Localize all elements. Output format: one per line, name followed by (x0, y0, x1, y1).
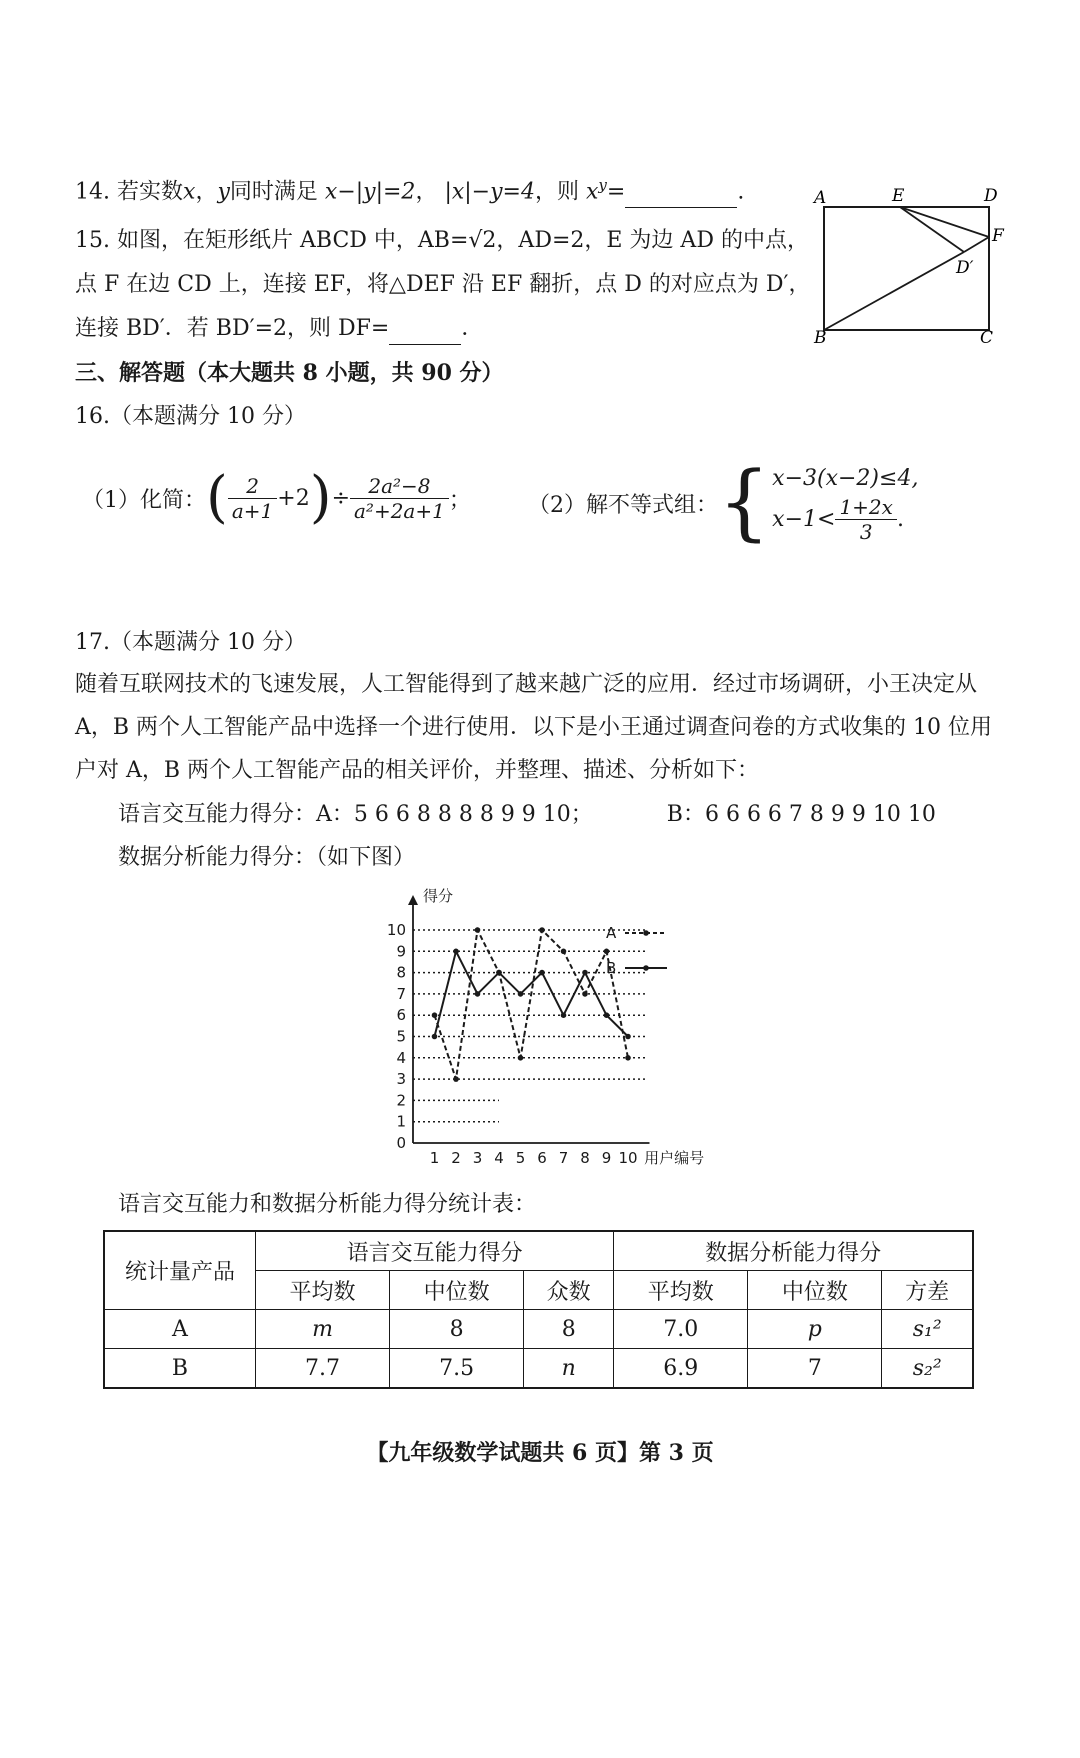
table-header-row-1 (104, 1231, 973, 1271)
legend-label: B (606, 959, 617, 977)
y-tick-label: 10 (386, 921, 406, 939)
q16-ineq1: x−3(x−2)≤4, (772, 465, 919, 491)
series-point-b (496, 970, 502, 976)
y-tick-label: 0 (396, 1134, 406, 1152)
series-point-b (625, 1034, 631, 1040)
y-tick-label: 5 (396, 1027, 406, 1046)
x-tick-label: 3 (472, 1149, 483, 1167)
x-tick-label: 8 (580, 1149, 590, 1167)
label-f: F (992, 226, 1004, 246)
q16-header: 16.（本题满分 10 分） (75, 404, 306, 429)
table-subheader: 众数 (524, 1271, 614, 1310)
table-cell: 7.0 (614, 1310, 748, 1349)
series-point-a (539, 927, 545, 933)
series-point-a (518, 1055, 524, 1061)
table-cell: n (524, 1349, 614, 1389)
series-point-b (475, 991, 481, 997)
y-tick-label: 7 (396, 984, 406, 1003)
series-point-a (432, 1012, 438, 1018)
series-point-b (518, 991, 524, 997)
y-tick-label: 3 (396, 1070, 406, 1089)
q15-line3 (75, 314, 483, 345)
y-tick-label: 4 (396, 1048, 406, 1067)
label-e: E (892, 186, 905, 206)
system-brace: { (718, 455, 771, 550)
series-point-b (432, 1034, 438, 1040)
q15-answer-blank (389, 314, 461, 345)
q16-ineq2-end: . (896, 506, 904, 532)
legend-label: A (606, 924, 617, 942)
series-point-b (561, 1012, 567, 1018)
q16-part1-label: （1）化简： (82, 487, 206, 513)
q14-comma: ， (415, 179, 438, 205)
q14-sep: ， (195, 179, 218, 205)
x-tick-label: 6 (537, 1149, 547, 1167)
q14-power-exp: y (598, 176, 607, 194)
x-tick-label: 1 (429, 1149, 440, 1167)
label-a: A (814, 188, 827, 208)
q17-lang-a: 语言交互能力得分：A：5 6 6 8 8 8 8 9 9 10； (118, 802, 593, 827)
section-3-title: 三、解答题（本大题共 8 小题，共 90 分） (75, 360, 504, 386)
table-corner: 统计量产品 (104, 1231, 256, 1310)
q15-line2 (75, 270, 810, 300)
segment-ed-prime (900, 207, 964, 252)
q16-part2-label: （2）解不等式组： (528, 492, 718, 518)
series-point-b (582, 970, 588, 976)
y-tick-label: 1 (396, 1112, 406, 1131)
q17-para-line2: A，B 两个人工智能产品中选择一个进行使用．以下是小王通过调查问卷的方式收集的 10 位用 (75, 715, 993, 740)
q14-eq1: x−|y|=2 (324, 179, 416, 205)
q16-div: ÷ (331, 485, 350, 511)
q17-header: 17.（本题满分 10 分） (75, 630, 306, 655)
x-tick-label: 10 (618, 1149, 638, 1167)
q14-number: 14. (75, 179, 110, 205)
segment-bd-prime (824, 252, 964, 330)
q16-part1 (82, 465, 471, 530)
stats-table (103, 1230, 974, 1389)
q16-frac2 (350, 474, 449, 523)
q14-eq2: |x|−y=4 (444, 179, 535, 205)
table-subheader: 中位数 (390, 1271, 524, 1310)
q16-ineq2-den: 3 (859, 519, 873, 544)
q14-power: x (586, 179, 599, 205)
x-tick-label: 5 (515, 1149, 526, 1167)
q16-frac2-num: 2a²−8 (350, 474, 449, 499)
q16-frac1-den: a+1 (231, 498, 274, 523)
table-cell: 6.9 (614, 1349, 748, 1389)
q16-ineq2-num: 1+2x (835, 495, 897, 520)
table-cell: m (256, 1310, 390, 1349)
table-group-data: 数据分析能力得分 (614, 1231, 973, 1271)
legend-marker-a (643, 930, 649, 936)
q15-line1 (75, 226, 809, 256)
q17-lang-scores (118, 800, 936, 830)
table-row (104, 1310, 973, 1349)
series-point-a (475, 927, 481, 933)
q15-period: ． (461, 316, 484, 341)
y-axis-label: 得分 (423, 887, 454, 905)
y-tick-label: 6 (396, 1006, 406, 1025)
q14-equals: = (606, 179, 626, 205)
data-analysis-chart (370, 885, 750, 1175)
q14-text-b: 同时满足 (229, 179, 318, 205)
x-tick-label: 4 (494, 1149, 504, 1167)
table-subheader: 方差 (882, 1271, 973, 1310)
q15-number: 15. (75, 228, 110, 253)
q16-ineq2 (772, 495, 918, 544)
x-tick-label: 7 (558, 1149, 569, 1167)
series-point-b (539, 970, 545, 976)
table-cell: 8 (524, 1310, 614, 1349)
q16-frac1-num: 2 (228, 474, 277, 499)
table-cell: s₁² (882, 1310, 973, 1349)
table-cell: 7.7 (256, 1349, 390, 1389)
right-paren: ) (309, 465, 332, 530)
q16-plus2: +2 (277, 485, 310, 511)
q15-text-3: 连接 BD′．若 BD′=2，则 DF= (75, 316, 390, 341)
legend-marker-b (643, 965, 649, 971)
x-tick-label: 2 (451, 1149, 461, 1167)
y-axis-arrow (408, 895, 418, 905)
q16-part2 (528, 455, 919, 550)
series-point-a (561, 949, 567, 955)
y-tick-label: 2 (396, 1091, 406, 1110)
x-tick-label: 9 (601, 1149, 612, 1167)
page-footer: 【九年级数学试题共 6 页】第 3 页 (366, 1440, 714, 1466)
series-point-a (453, 1076, 459, 1082)
q14-var-x: x (183, 179, 196, 205)
q14-text-c: ，则 (534, 179, 579, 205)
y-tick-label: 8 (396, 963, 406, 982)
q15-text-1: 如图，在矩形纸片 ABCD 中，AB=√2，AD=2，E 为边 AD 的中点， (117, 228, 809, 253)
q17-lang-b: B：6 6 6 6 7 8 9 9 10 10 (666, 802, 936, 827)
series-point-b (453, 949, 459, 955)
q17-para-line1: 随着互联网技术的飞速发展，人工智能得到了越来越广泛的应用．经过市场调研，小王决定从 (75, 672, 978, 697)
table-subheader: 中位数 (748, 1271, 882, 1310)
label-d-prime: D′ (956, 258, 974, 278)
table-cell: 8 (390, 1310, 524, 1349)
x-axis-label: 用户编号 (644, 1149, 705, 1167)
q16-frac2-den: a²+2a+1 (354, 498, 445, 523)
table-cell: p (748, 1310, 882, 1349)
table-row-name: B (104, 1349, 256, 1389)
series-point-a (625, 1055, 631, 1061)
segment-d-prime-f (964, 237, 989, 252)
series-point-b (604, 1012, 610, 1018)
table-row (104, 1349, 973, 1389)
q14-text-a: 若实数 (117, 179, 184, 205)
segment-ef (900, 207, 989, 237)
q16-part1-end: ； (448, 487, 471, 513)
q17-data-label: 数据分析能力得分：（如下图） (118, 845, 416, 870)
q15-text-2: 点 F 在边 CD 上，连接 EF，将△DEF 沿 EF 翻折，点 D 的对应点为 D′， (75, 272, 811, 297)
table-subheader: 平均数 (614, 1271, 748, 1310)
table-row-name: A (104, 1310, 256, 1349)
q14-answer-blank (625, 177, 737, 208)
table-subheader: 平均数 (256, 1271, 390, 1310)
table-cell: 7.5 (390, 1349, 524, 1389)
q16-ineq2-left: x−1< (772, 506, 836, 532)
q17-table-title: 语言交互能力和数据分析能力得分统计表： (118, 1192, 537, 1217)
series-point-a (582, 991, 588, 997)
q14-line (75, 170, 744, 208)
label-d: D (984, 186, 998, 206)
label-c: C (980, 328, 994, 345)
table-group-language: 语言交互能力得分 (256, 1231, 614, 1271)
q16-ineq-system (772, 463, 918, 544)
q14-period: . (737, 179, 745, 205)
left-paren: ( (206, 465, 228, 530)
series-point-a (604, 949, 610, 955)
label-b: B (814, 328, 827, 345)
table-cell: 7 (748, 1349, 882, 1389)
q15-figure (808, 185, 1008, 345)
q17-para-line3: 户对 A，B 两个人工智能产品的相关评价，并整理、描述、分析如下： (75, 758, 760, 783)
q16-frac1 (228, 474, 277, 523)
q16-ineq2-frac (835, 495, 897, 544)
table-cell: s₂² (882, 1349, 973, 1389)
series-line-a (435, 930, 629, 1079)
y-tick-label: 9 (396, 942, 406, 961)
q14-var-y: y (217, 179, 230, 205)
